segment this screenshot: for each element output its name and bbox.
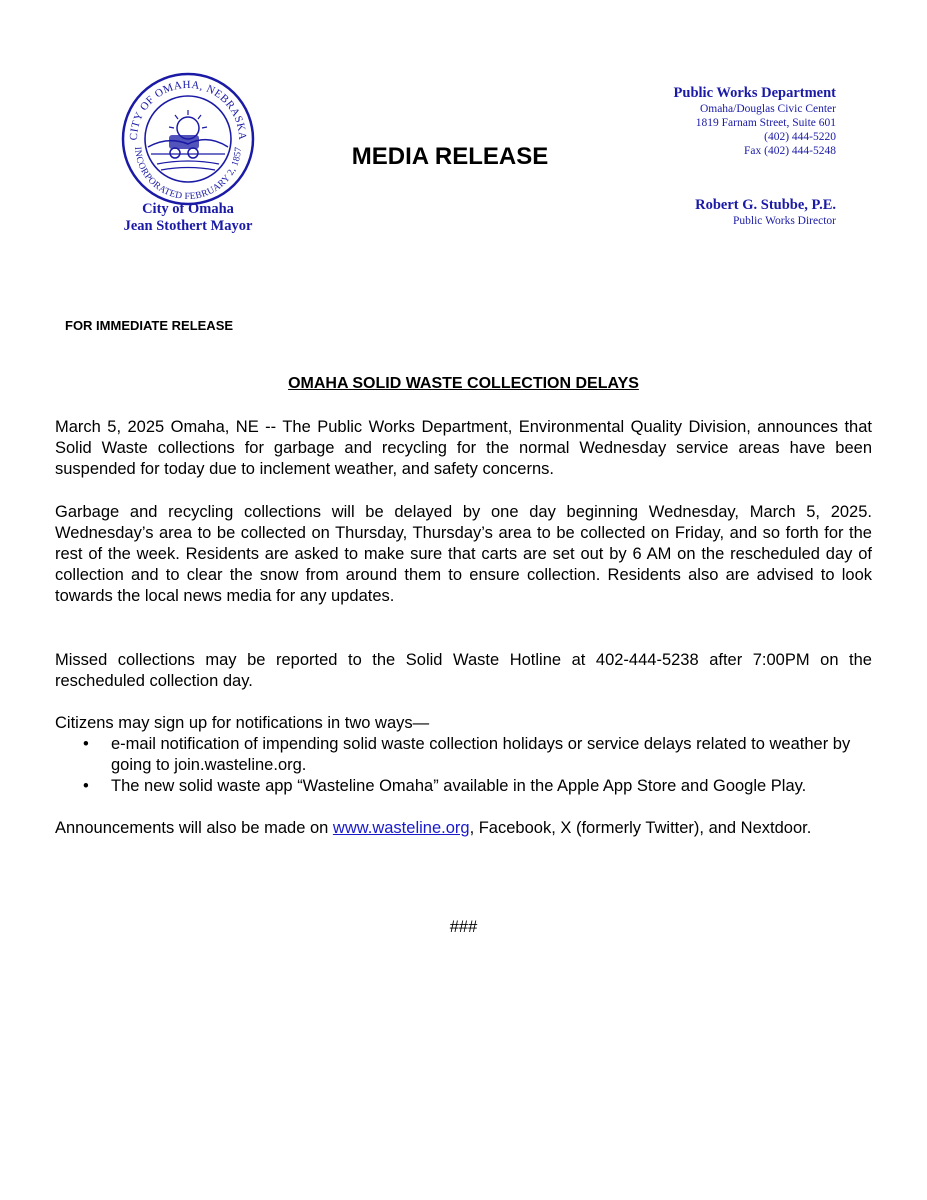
director-title: Public Works Director	[733, 215, 836, 227]
seal-ring-text-bottom: INCORPORATED FEBRUARY 2, 1857	[131, 146, 245, 203]
notification-methods-list	[55, 734, 872, 797]
wasteline-link[interactable]: www.wasteline.org	[332, 819, 470, 837]
list-item	[55, 734, 872, 776]
paragraph-announcements	[55, 818, 872, 839]
list-item-text: e-mail notification of impending solid waste collection holidays or service delays related to weather by going to join.wasteline.org.	[111, 735, 851, 774]
end-mark: ###	[449, 918, 478, 936]
announcements-suffix: , Facebook, X (formerly Twitter), and Nextdoor.	[469, 819, 812, 837]
immediate-release-label: FOR IMMEDIATE RELEASE	[65, 318, 234, 333]
list-item-text: The new solid waste app “Wasteline Omaha” available in the Apple App Store and Google Play.	[111, 777, 807, 795]
bullet-icon: •	[83, 777, 89, 795]
paragraph-delay-details: Garbage and recycling collections will be delayed by one day beginning Wednesday, March 5, 2025. Wednesday’s area to be collected on Thursday, Thursday’s area to be collected on Friday, and so forth for the rest of the week. Residents are asked to make sure that carts are set out by 6 AM on the rescheduled day of collection and to clear the snow from around them to ensure collection. Residents also are advised to look towards the local news media for any updates.	[55, 503, 872, 605]
department-title: Public Works Department	[673, 85, 836, 101]
director-block	[695, 197, 836, 228]
seal-ring-text-top: CITY OF OMAHA, NEBRASKA	[127, 78, 249, 141]
bullet-icon: •	[83, 735, 89, 753]
seal-scene-icon	[148, 110, 228, 170]
city-name: City of Omaha	[142, 201, 234, 217]
department-block	[674, 85, 836, 158]
list-item	[55, 776, 872, 797]
city-mayor-block	[96, 201, 280, 235]
paragraph-notifications-intro: Citizens may sign up for notifications in two ways—	[55, 714, 430, 732]
city-seal	[121, 72, 255, 206]
city-seal-graphic	[121, 72, 255, 206]
announcements-prefix: Announcements will also be made on	[55, 819, 333, 837]
paragraph-announcement: March 5, 2025 Omaha, NE -- The Public Works Department, Environmental Quality Division, announces that Solid Waste collections for garbage and recycling for the normal Wednesday service areas have been suspended for today due to inclement weather, and safety concerns.	[55, 418, 872, 478]
director-name: Robert G. Stubbe, P.E.	[695, 197, 836, 213]
department-phone: (402) 444-5220	[764, 131, 836, 143]
paragraph-missed-collections: Missed collections may be reported to the Solid Waste Hotline at 402-444-5238 after 7:00PM on the rescheduled collection day.	[55, 651, 872, 690]
department-address-2: 1819 Farnam Street, Suite 601	[695, 117, 836, 129]
mayor-name: Jean Stothert Mayor	[123, 218, 253, 234]
department-address-1: Omaha/Douglas Civic Center	[699, 103, 836, 115]
release-headline: OMAHA SOLID WASTE COLLECTION DELAYS	[288, 375, 639, 392]
media-release-title: MEDIA RELEASE	[351, 143, 549, 170]
department-fax: Fax (402) 444-5248	[744, 145, 836, 157]
